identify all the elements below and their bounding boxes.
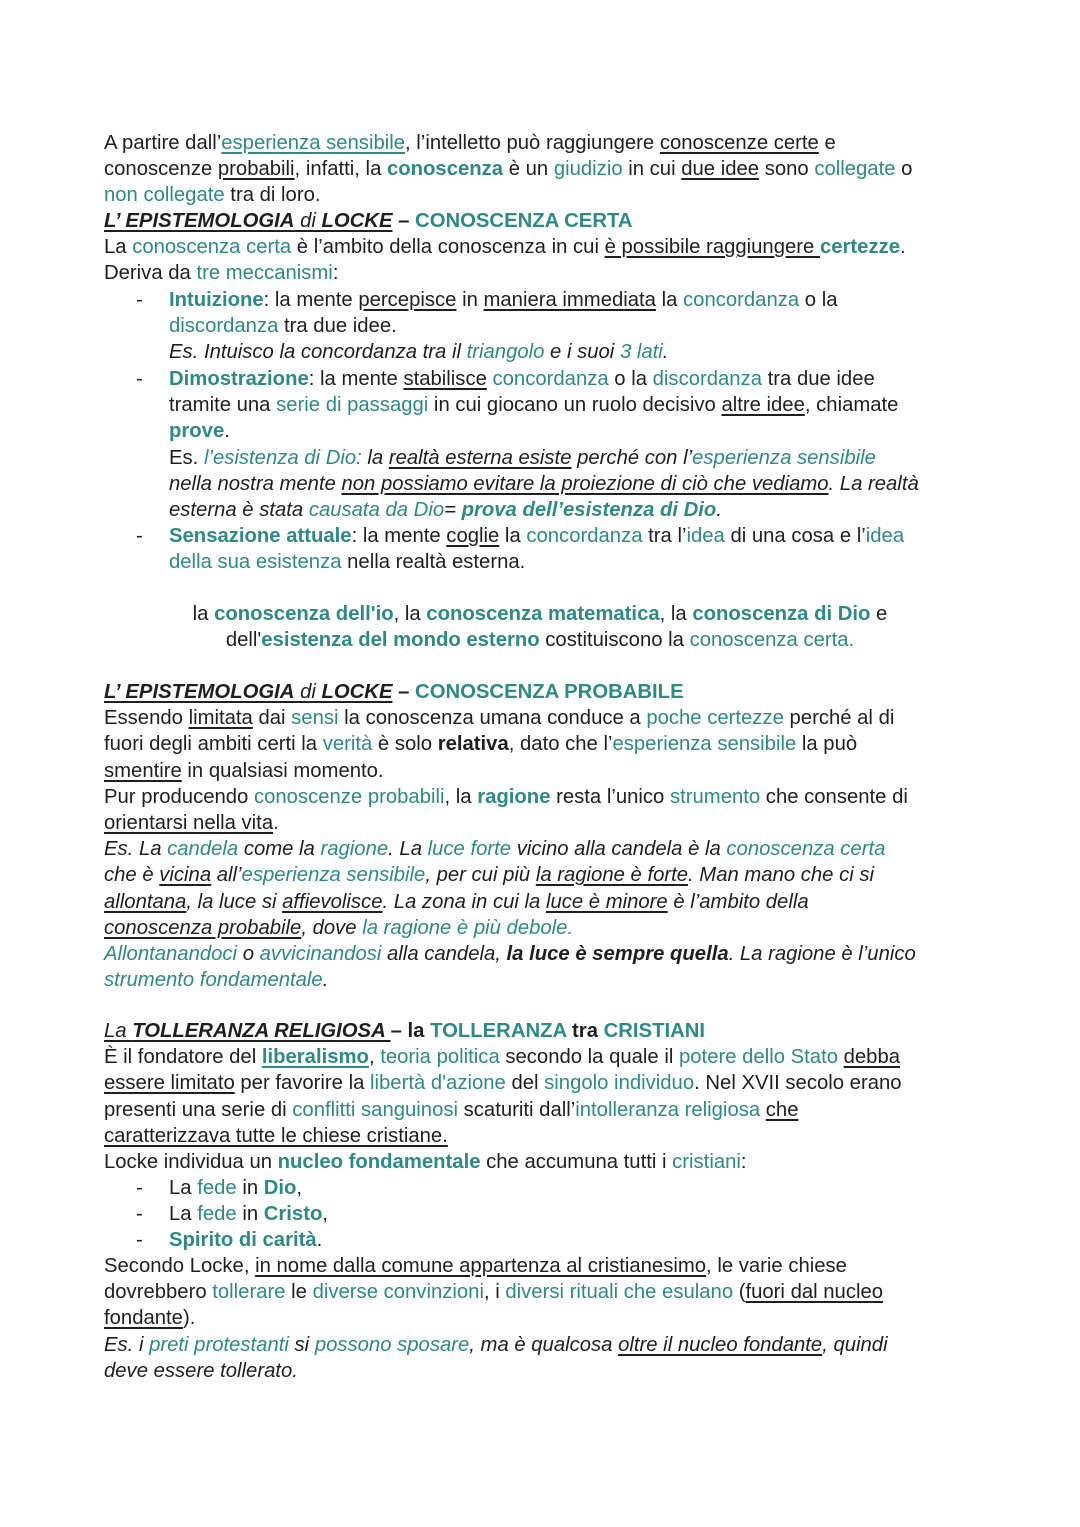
text-line: conoscenze probabili, infatti, la conoscenza è un giudizio in cui due idee sono collegate o xyxy=(104,158,913,181)
text-line: Pur producendo conoscenze probabili, la ragione resta l’unico strumento che consente di xyxy=(104,785,908,808)
section-religious-tolerance xyxy=(104,1018,1004,1175)
example-line: esterna è stata causata da Dio= prova dell’esistenza di Dio. xyxy=(169,498,722,521)
text-line: Locke individua un nucleo fondamentale che accumuna tutti i cristiani: xyxy=(104,1150,747,1173)
example-line: Es. La candela come la ragione. La luce forte vicino alla candela è la conoscenza certa xyxy=(104,838,886,861)
text-line: dovrebbero tollerare le diverse convinzioni, i diversi rituali che esulano (fuori dal nucleo xyxy=(104,1281,884,1304)
text-line: Secondo Locke, in nome dalla comune appartenza al cristianesimo, le varie chiese xyxy=(104,1255,847,1277)
bullet-dash: - xyxy=(136,525,143,547)
summary-certain-knowledge xyxy=(104,601,976,653)
example-line: deve essere tollerato. xyxy=(104,1359,298,1382)
text-line: fondante). xyxy=(104,1307,196,1330)
text-line: orientarsi nella vita. xyxy=(104,811,279,834)
text-line: presenti una serie di conflitti sanguinosi scaturiti dall’intolleranza religiosa che xyxy=(104,1098,799,1121)
bullet-fede-cristo xyxy=(169,1201,1009,1227)
text-line: A partire dall’esperienza sensibile, l’intelletto può raggiungere conoscenze certe e xyxy=(104,132,836,154)
section-heading: L’ EPISTEMOLOGIA di LOCKE – CONOSCENZA PROBABILE xyxy=(104,681,684,703)
section-heading: L’ EPISTEMOLOGIA di LOCKE – CONOSCENZA CERTA xyxy=(104,210,633,232)
text-line: prove. xyxy=(169,420,230,443)
intro-paragraph xyxy=(104,130,1004,209)
bullet-fede-dio xyxy=(169,1175,1009,1201)
text-line: La conoscenza certa è l’ambito della conoscenza in cui è possibile raggiungere certezze. xyxy=(104,236,906,259)
text-line: tramite una serie di passaggi in cui giocano un ruolo decisivo altre idee, chiamate xyxy=(169,394,899,417)
section-probable-knowledge xyxy=(104,679,1004,993)
bullet-dash: - xyxy=(136,368,143,390)
text-line: Sensazione attuale: la mente coglie la concordanza tra l’idea di una cosa e l’idea xyxy=(169,525,905,547)
example-line: strumento fondamentale. xyxy=(104,969,329,992)
text-line: Spirito di carità. xyxy=(169,1229,323,1251)
text-line: La fede in Cristo, xyxy=(169,1203,328,1225)
section-certain-knowledge xyxy=(104,208,1004,287)
bullet-dimostrazione xyxy=(169,366,1009,523)
bullet-spirito-carita xyxy=(169,1227,1009,1253)
section-religious-tolerance-cont xyxy=(104,1253,1004,1384)
text-line: smentire in qualsiasi momento. xyxy=(104,759,384,782)
text-line: discordanza tra due idee. xyxy=(169,315,397,338)
text-line: Essendo limitata dai sensi la conoscenza umana conduce a poche certezze perché al di xyxy=(104,707,895,730)
example-line: allontana, la luce si affievolisce. La zona in cui la luce è minore è l’ambito della xyxy=(104,890,809,913)
text-line: È il fondatore del liberalismo, teoria politica secondo la quale il potere dello Stato debba xyxy=(104,1046,901,1069)
example-line: nella nostra mente non possiamo evitare la proiezione di ciò che vediamo. La realtà xyxy=(169,472,919,495)
text-line: La fede in Dio, xyxy=(169,1177,303,1199)
example-line: che è vicina all’esperienza sensibile, per cui più la ragione è forte. Man mano che ci si xyxy=(104,864,875,887)
text-line: caratterizzava tutte le chiese cristiane. xyxy=(104,1124,448,1147)
bullet-intuizione xyxy=(169,287,1009,366)
example-line: Allontanandoci o avvicinandosi alla candela, la luce è sempre quella. La ragione è l’unico xyxy=(104,942,916,965)
bullet-dash: - xyxy=(136,1203,143,1225)
text-line: fuori degli ambiti certi la verità è solo relativa, dato che l’esperienza sensibile la può xyxy=(104,733,858,756)
bullet-dash: - xyxy=(136,1229,143,1251)
text-line: la conoscenza dell'io, la conoscenza matematica, la conoscenza di Dio e xyxy=(192,603,888,625)
bullet-sensazione-attuale xyxy=(169,523,1009,575)
text-line: Dimostrazione: la mente stabilisce concordanza o la discordanza tra due idee xyxy=(169,368,875,390)
example-line: Es. l’esistenza di Dio: la realtà esterna esiste perché con l’esperienza sensibile xyxy=(169,446,876,469)
text-line: Intuizione: la mente percepisce in maniera immediata la concordanza o la xyxy=(169,289,838,311)
example-line: conoscenza probabile, dove la ragione è più debole. xyxy=(104,916,574,939)
text-line: dell'esistenza del mondo esterno costituiscono la conoscenza certa. xyxy=(225,629,855,652)
bullet-dash: - xyxy=(136,1177,143,1199)
text-line: della sua esistenza nella realtà esterna. xyxy=(169,551,526,574)
bullet-dash: - xyxy=(136,289,143,311)
text-line: non collegate tra di loro. xyxy=(104,184,321,207)
text-line: essere limitato per favorire la libertà d'azione del singolo individuo. Nel XVII secolo erano xyxy=(104,1072,902,1095)
text-line: Deriva da tre meccanismi: xyxy=(104,262,339,285)
example-line: Es. i preti protestanti si possono sposare, ma è qualcosa oltre il nucleo fondante, quindi xyxy=(104,1333,888,1356)
section-heading: La TOLLERANZA RELIGIOSA – la TOLLERANZA tra CRISTIANI xyxy=(104,1020,706,1042)
example-line: Es. Intuisco la concordanza tra il triangolo e i suoi 3 lati. xyxy=(169,341,669,364)
